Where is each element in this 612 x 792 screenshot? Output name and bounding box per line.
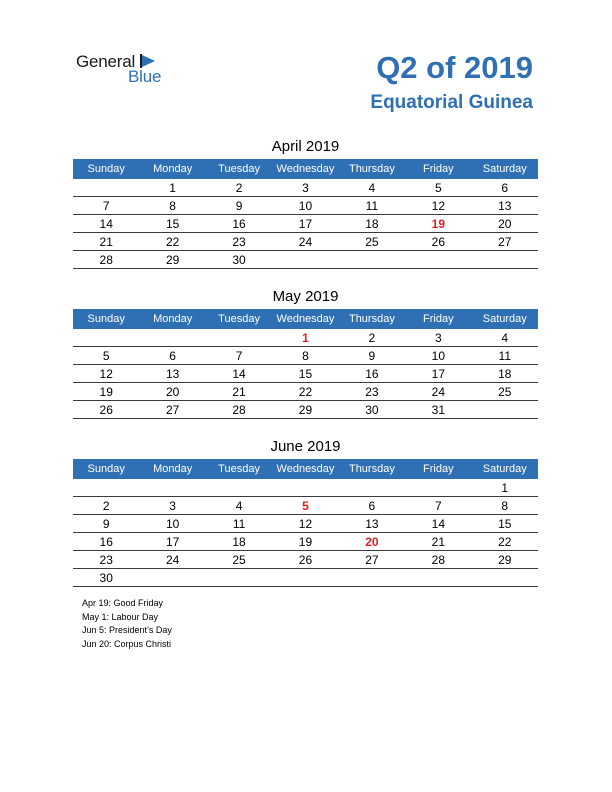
weekday-header: Monday	[139, 159, 205, 179]
weekday-header: Wednesday	[272, 159, 338, 179]
day-cell: 24	[405, 383, 471, 401]
day-cell: 11	[339, 197, 405, 215]
day-cell: 31	[405, 401, 471, 419]
day-cell: 22	[139, 233, 205, 251]
day-cell: 26	[405, 233, 471, 251]
weekday-header: Friday	[405, 459, 471, 479]
day-cell: 18	[472, 365, 538, 383]
day-cell: 12	[272, 515, 338, 533]
calendar-week-row	[73, 479, 538, 497]
holiday-day-cell: 5	[272, 497, 338, 515]
day-cell: 27	[339, 551, 405, 569]
day-cell: 16	[73, 533, 139, 551]
calendar-week-row	[73, 215, 538, 233]
day-cell: 28	[73, 251, 139, 269]
day-cell	[405, 479, 471, 497]
logo-word-general: General	[76, 52, 136, 71]
day-cell: 6	[139, 347, 205, 365]
day-cell	[139, 479, 205, 497]
weekday-header: Monday	[139, 309, 205, 329]
logo-flag-icon	[140, 54, 156, 68]
day-cell: 15	[472, 515, 538, 533]
calendar-week-row	[73, 515, 538, 533]
day-cell: 22	[472, 533, 538, 551]
day-cell: 13	[139, 365, 205, 383]
month-calendar	[73, 137, 538, 269]
day-cell: 5	[405, 179, 471, 197]
day-cell: 21	[73, 233, 139, 251]
day-cell	[405, 251, 471, 269]
calendar-week-row	[73, 533, 538, 551]
day-cell	[206, 569, 272, 587]
day-cell: 19	[272, 533, 338, 551]
day-cell: 9	[73, 515, 139, 533]
day-cell: 8	[472, 497, 538, 515]
day-cell: 21	[206, 383, 272, 401]
holiday-note: May 1: Labour Day	[82, 611, 159, 622]
weekday-header-row	[73, 459, 538, 479]
weekday-header: Saturday	[472, 159, 538, 179]
day-cell: 7	[206, 347, 272, 365]
weekday-header: Sunday	[73, 309, 139, 329]
day-cell: 3	[139, 497, 205, 515]
day-cell: 7	[405, 497, 471, 515]
day-cell: 2	[339, 329, 405, 347]
holiday-day-cell: 1	[272, 329, 338, 347]
day-cell: 29	[472, 551, 538, 569]
day-cell: 2	[73, 497, 139, 515]
day-cell: 27	[472, 233, 538, 251]
calendar-week-row	[73, 383, 538, 401]
day-cell: 4	[472, 329, 538, 347]
day-cell	[339, 479, 405, 497]
day-cell	[73, 329, 139, 347]
day-cell: 16	[339, 365, 405, 383]
day-cell: 24	[139, 551, 205, 569]
day-cell: 11	[206, 515, 272, 533]
day-cell	[139, 569, 205, 587]
day-cell: 16	[206, 215, 272, 233]
logo-word-blue: Blue	[128, 67, 162, 86]
day-cell: 28	[405, 551, 471, 569]
holiday-notes	[82, 597, 172, 651]
weekday-header: Sunday	[73, 159, 139, 179]
day-cell: 24	[272, 233, 338, 251]
day-cell	[272, 479, 338, 497]
weekday-header: Saturday	[472, 309, 538, 329]
day-cell: 6	[472, 179, 538, 197]
day-cell: 13	[472, 197, 538, 215]
holiday-day-cell: 19	[405, 215, 471, 233]
holiday-note: Jun 20: Corpus Christi	[82, 638, 172, 649]
month-calendar	[73, 437, 538, 587]
holiday-day-cell: 20	[339, 533, 405, 551]
weekday-header: Wednesday	[272, 459, 338, 479]
weekday-header: Tuesday	[206, 159, 272, 179]
weekday-header: Thursday	[339, 309, 405, 329]
weekday-header: Thursday	[339, 159, 405, 179]
calendar-week-row	[73, 233, 538, 251]
calendar-week-row	[73, 551, 538, 569]
day-cell: 7	[73, 197, 139, 215]
day-cell: 5	[73, 347, 139, 365]
day-cell: 23	[73, 551, 139, 569]
calendar-body	[73, 179, 538, 269]
day-cell: 26	[73, 401, 139, 419]
day-cell: 17	[272, 215, 338, 233]
calendar-body	[73, 479, 538, 587]
calendar-table	[73, 159, 538, 269]
calendar-table	[73, 459, 538, 587]
logo	[76, 52, 186, 92]
day-cell: 26	[272, 551, 338, 569]
calendar-week-row	[73, 497, 538, 515]
day-cell: 18	[339, 215, 405, 233]
day-cell: 4	[206, 497, 272, 515]
day-cell: 15	[139, 215, 205, 233]
calendar-week-row	[73, 197, 538, 215]
day-cell: 14	[206, 365, 272, 383]
day-cell: 25	[206, 551, 272, 569]
day-cell: 8	[272, 347, 338, 365]
day-cell: 25	[472, 383, 538, 401]
weekday-header: Saturday	[472, 459, 538, 479]
day-cell: 30	[206, 251, 272, 269]
weekday-header-row	[73, 159, 538, 179]
day-cell: 10	[139, 515, 205, 533]
day-cell	[73, 179, 139, 197]
day-cell: 18	[206, 533, 272, 551]
weekday-header: Thursday	[339, 459, 405, 479]
day-cell: 17	[139, 533, 205, 551]
day-cell: 14	[73, 215, 139, 233]
calendar-week-row	[73, 329, 538, 347]
day-cell: 10	[405, 347, 471, 365]
quarter-title: Q2 of 2019	[376, 50, 533, 85]
day-cell: 20	[139, 383, 205, 401]
day-cell	[206, 329, 272, 347]
day-cell: 12	[405, 197, 471, 215]
day-cell: 12	[73, 365, 139, 383]
day-cell	[472, 251, 538, 269]
weekday-header: Friday	[405, 159, 471, 179]
day-cell: 9	[339, 347, 405, 365]
day-cell: 27	[139, 401, 205, 419]
day-cell	[339, 569, 405, 587]
day-cell: 23	[339, 383, 405, 401]
calendar-week-row	[73, 251, 538, 269]
day-cell	[339, 251, 405, 269]
day-cell: 21	[405, 533, 471, 551]
day-cell: 2	[206, 179, 272, 197]
calendar-week-row	[73, 347, 538, 365]
day-cell	[139, 329, 205, 347]
weekday-header: Sunday	[73, 459, 139, 479]
calendar-week-row	[73, 401, 538, 419]
day-cell	[272, 251, 338, 269]
month-calendar	[73, 287, 538, 419]
weekday-header-row	[73, 309, 538, 329]
day-cell	[405, 569, 471, 587]
calendar-week-row	[73, 569, 538, 587]
day-cell: 14	[405, 515, 471, 533]
calendar-body	[73, 329, 538, 419]
country-name: Equatorial Guinea	[370, 92, 533, 113]
day-cell: 15	[272, 365, 338, 383]
day-cell	[472, 401, 538, 419]
day-cell: 30	[339, 401, 405, 419]
day-cell: 9	[206, 197, 272, 215]
weekday-header: Wednesday	[272, 309, 338, 329]
day-cell: 4	[339, 179, 405, 197]
day-cell: 28	[206, 401, 272, 419]
day-cell: 29	[139, 251, 205, 269]
day-cell: 3	[405, 329, 471, 347]
month-title: April 2019	[271, 138, 340, 155]
day-cell: 11	[472, 347, 538, 365]
weekday-header: Tuesday	[206, 459, 272, 479]
day-cell: 8	[139, 197, 205, 215]
day-cell: 1	[472, 479, 538, 497]
day-cell: 13	[339, 515, 405, 533]
day-cell: 22	[272, 383, 338, 401]
calendar-table	[73, 309, 538, 419]
month-title: June 2019	[270, 438, 341, 455]
day-cell: 3	[272, 179, 338, 197]
weekday-header: Tuesday	[206, 309, 272, 329]
calendar-week-row	[73, 365, 538, 383]
holiday-note: Jun 5: President’s Day	[82, 625, 172, 635]
day-cell: 10	[272, 197, 338, 215]
day-cell	[73, 479, 139, 497]
day-cell: 25	[339, 233, 405, 251]
day-cell: 20	[472, 215, 538, 233]
holiday-note: Apr 19: Good Friday	[82, 598, 164, 608]
weekday-header: Monday	[139, 459, 205, 479]
day-cell: 17	[405, 365, 471, 383]
day-cell: 19	[73, 383, 139, 401]
day-cell	[472, 569, 538, 587]
month-title: May 2019	[272, 288, 339, 305]
calendar-week-row	[73, 179, 538, 197]
weekday-header: Friday	[405, 309, 471, 329]
day-cell: 29	[272, 401, 338, 419]
day-cell: 23	[206, 233, 272, 251]
day-cell: 1	[139, 179, 205, 197]
day-cell: 6	[339, 497, 405, 515]
day-cell: 30	[73, 569, 139, 587]
day-cell	[272, 569, 338, 587]
day-cell	[206, 479, 272, 497]
